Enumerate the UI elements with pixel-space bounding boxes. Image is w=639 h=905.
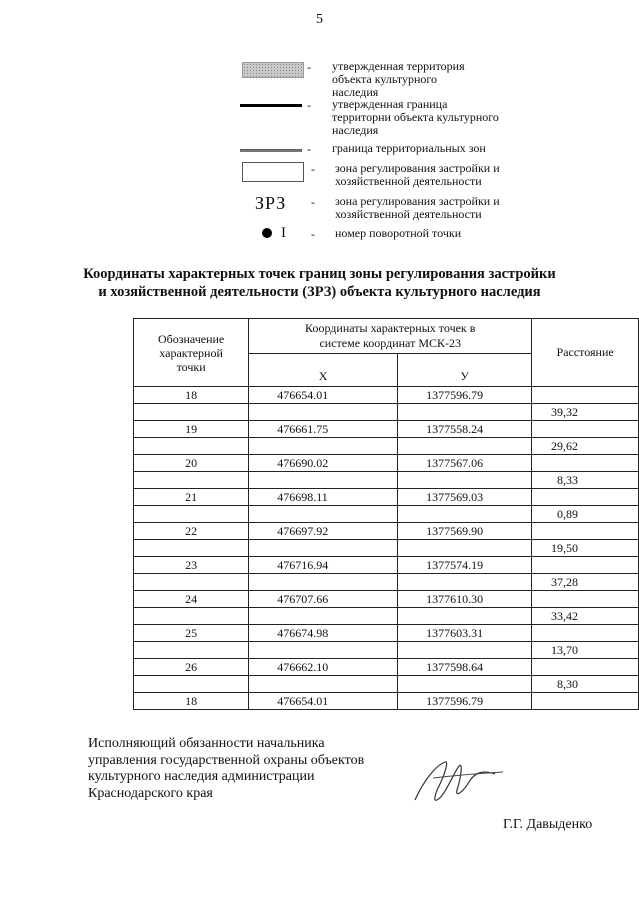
header-coordinates-line: Координаты характерных точек в [305, 321, 476, 335]
point-y: 1377574.19 [398, 557, 532, 574]
segment-distance: 8,30 [532, 676, 639, 693]
point-distance-empty [532, 659, 639, 676]
position-line: Исполняющий обязанности начальника [88, 736, 325, 751]
point-label: 26 [134, 659, 249, 676]
point-label: 21 [134, 489, 249, 506]
point-x: 476674.98 [249, 625, 398, 642]
distance-row [134, 472, 639, 489]
legend-description-line: территорни объекта культурного [332, 110, 499, 124]
point-y: 1377596.79 [398, 693, 532, 710]
point-x: 476662.10 [249, 659, 398, 676]
legend-description-line: граница территориальных зон [332, 141, 486, 155]
point-y: 1377569.03 [398, 489, 532, 506]
position-line: культурного наследия администрации [88, 769, 315, 784]
distance-row-empty [134, 574, 249, 591]
point-y: 1377569.90 [398, 523, 532, 540]
segment-distance: 19,50 [532, 540, 639, 557]
table-title-line-1: Координаты характерных точек границ зоны регулирования застройки [83, 266, 556, 282]
distance-row-empty [249, 676, 398, 693]
point-distance-empty [532, 693, 639, 710]
legend-description [332, 142, 486, 155]
distance-row-empty [134, 506, 249, 523]
header-coordinates-line: системе координат МСК-23 [319, 336, 461, 350]
distance-row-empty [249, 472, 398, 489]
legend-boundary-line [240, 104, 302, 107]
segment-distance: 33,42 [532, 608, 639, 625]
distance-row-empty [134, 404, 249, 421]
distance-row-empty [249, 404, 398, 421]
legend-description [335, 195, 500, 221]
point-label: 24 [134, 591, 249, 608]
segment-distance: 37,28 [532, 574, 639, 591]
distance-row [134, 438, 639, 455]
point-x: 476698.11 [249, 489, 398, 506]
point-row [134, 557, 639, 574]
point-label: 18 [134, 693, 249, 710]
header-designation-line: Обозначение [157, 331, 225, 346]
distance-row-empty [398, 676, 532, 693]
distance-row-empty [398, 608, 532, 625]
coordinates-table-body [134, 387, 639, 710]
legend-description-line: наследия [332, 123, 379, 137]
point-y: 1377610.30 [398, 591, 532, 608]
legend-zrz-label: ЗРЗ [255, 193, 287, 213]
distance-row-empty [249, 438, 398, 455]
distance-row [134, 608, 639, 625]
point-x: 476661.75 [249, 421, 398, 438]
legend-dash: - [307, 98, 311, 112]
distance-row-empty [249, 642, 398, 659]
point-row [134, 421, 639, 438]
point-distance-empty [532, 625, 639, 642]
point-distance-empty [532, 387, 639, 404]
distance-row-empty [249, 574, 398, 591]
distance-row-empty [134, 438, 249, 455]
distance-row-empty [249, 608, 398, 625]
signatory-name: Г.Г. Давыденко [503, 817, 593, 832]
distance-row-empty [134, 676, 249, 693]
header-distance: Расстояние [532, 319, 639, 387]
distance-row-empty [134, 608, 249, 625]
point-label: 22 [134, 523, 249, 540]
page-number: 5 [316, 12, 323, 27]
legend-description [335, 227, 461, 240]
table-title-line-2: и хозяйственной деятельности (ЗРЗ) объекта культурного наследия [98, 284, 541, 300]
segment-distance: 0,89 [532, 506, 639, 523]
header-x: Х [249, 354, 398, 387]
point-row [134, 523, 639, 540]
legend-description-line: зона регулирования застройки и [335, 161, 500, 175]
distance-row [134, 540, 639, 557]
point-row [134, 659, 639, 676]
legend-turning-point-icon [262, 228, 272, 238]
point-label: 25 [134, 625, 249, 642]
point-distance-empty [532, 421, 639, 438]
distance-row-empty [134, 472, 249, 489]
point-distance-empty [532, 591, 639, 608]
header-coordinates [249, 319, 532, 354]
distance-row-empty [398, 540, 532, 557]
legend-description-line: хозяйственной деятельности [335, 174, 482, 188]
point-label: 19 [134, 421, 249, 438]
legend-description-line: объекта культурного [332, 72, 437, 86]
legend-territory-swatch [242, 62, 304, 78]
point-distance-empty [532, 455, 639, 472]
distance-row-empty [249, 506, 398, 523]
point-row [134, 387, 639, 404]
distance-row [134, 676, 639, 693]
segment-distance: 8,33 [532, 472, 639, 489]
point-x: 476716.94 [249, 557, 398, 574]
position-line: Краснодарского края [88, 785, 213, 801]
distance-row-empty [398, 472, 532, 489]
distance-row-empty [249, 540, 398, 557]
point-row [134, 625, 639, 642]
point-distance-empty [532, 523, 639, 540]
header-designation-line: характерной [159, 345, 223, 360]
point-row [134, 693, 639, 710]
point-distance-empty [532, 489, 639, 506]
legend-dash: - [307, 60, 311, 74]
legend-turning-point-number: I [281, 225, 286, 241]
legend-zone-box [242, 162, 304, 182]
legend-description-line: утвержденная территория [332, 59, 465, 73]
distance-row-empty [134, 540, 249, 557]
distance-row-empty [398, 404, 532, 421]
legend-description-line: наследия [332, 85, 379, 99]
legend-description-line: утвержденная граница [332, 97, 448, 111]
point-x: 476690.02 [249, 455, 398, 472]
point-y: 1377567.06 [398, 455, 532, 472]
point-y: 1377596.79 [398, 387, 532, 404]
position-line: управления государственной охраны объектов [88, 752, 365, 768]
legend-dash: - [311, 162, 315, 176]
point-x: 476654.01 [249, 693, 398, 710]
point-label: 20 [134, 455, 249, 472]
point-label: 18 [134, 387, 249, 404]
distance-row [134, 574, 639, 591]
distance-row-empty [398, 438, 532, 455]
point-y: 1377598.64 [398, 659, 532, 676]
handwritten-signature [405, 752, 505, 812]
header-designation-line: точки [176, 359, 206, 374]
distance-row [134, 642, 639, 659]
point-distance-empty [532, 557, 639, 574]
legend-description-line: хозяйственной деятельности [335, 207, 482, 221]
coordinates-table [133, 318, 639, 710]
point-x: 476697.92 [249, 523, 398, 540]
legend-description [332, 60, 465, 99]
segment-distance: 13,70 [532, 642, 639, 659]
distance-row-empty [398, 574, 532, 591]
legend-dash: - [307, 142, 311, 156]
distance-row-empty [398, 642, 532, 659]
legend-description [332, 98, 499, 137]
point-row [134, 591, 639, 608]
distance-row [134, 404, 639, 421]
distance-row-empty [134, 642, 249, 659]
distance-row-empty [398, 506, 532, 523]
segment-distance: 39,32 [532, 404, 639, 421]
table-title [0, 265, 639, 301]
header-designation [134, 319, 249, 387]
legend-description [335, 162, 500, 188]
legend-description-line: зона регулирования застройки и [335, 194, 500, 208]
point-x: 476654.01 [249, 387, 398, 404]
point-label: 23 [134, 557, 249, 574]
point-x: 476707.66 [249, 591, 398, 608]
point-row [134, 489, 639, 506]
distance-row [134, 506, 639, 523]
legend-zonal-boundary-line [240, 149, 302, 152]
legend-dash: - [311, 227, 315, 241]
signatory-position [88, 736, 364, 802]
header-y: У [398, 354, 532, 387]
legend-dash: - [311, 195, 315, 209]
point-y: 1377558.24 [398, 421, 532, 438]
legend-description-line: номер поворотной точки [335, 226, 462, 240]
segment-distance: 29,62 [532, 438, 639, 455]
point-row [134, 455, 639, 472]
point-y: 1377603.31 [398, 625, 532, 642]
